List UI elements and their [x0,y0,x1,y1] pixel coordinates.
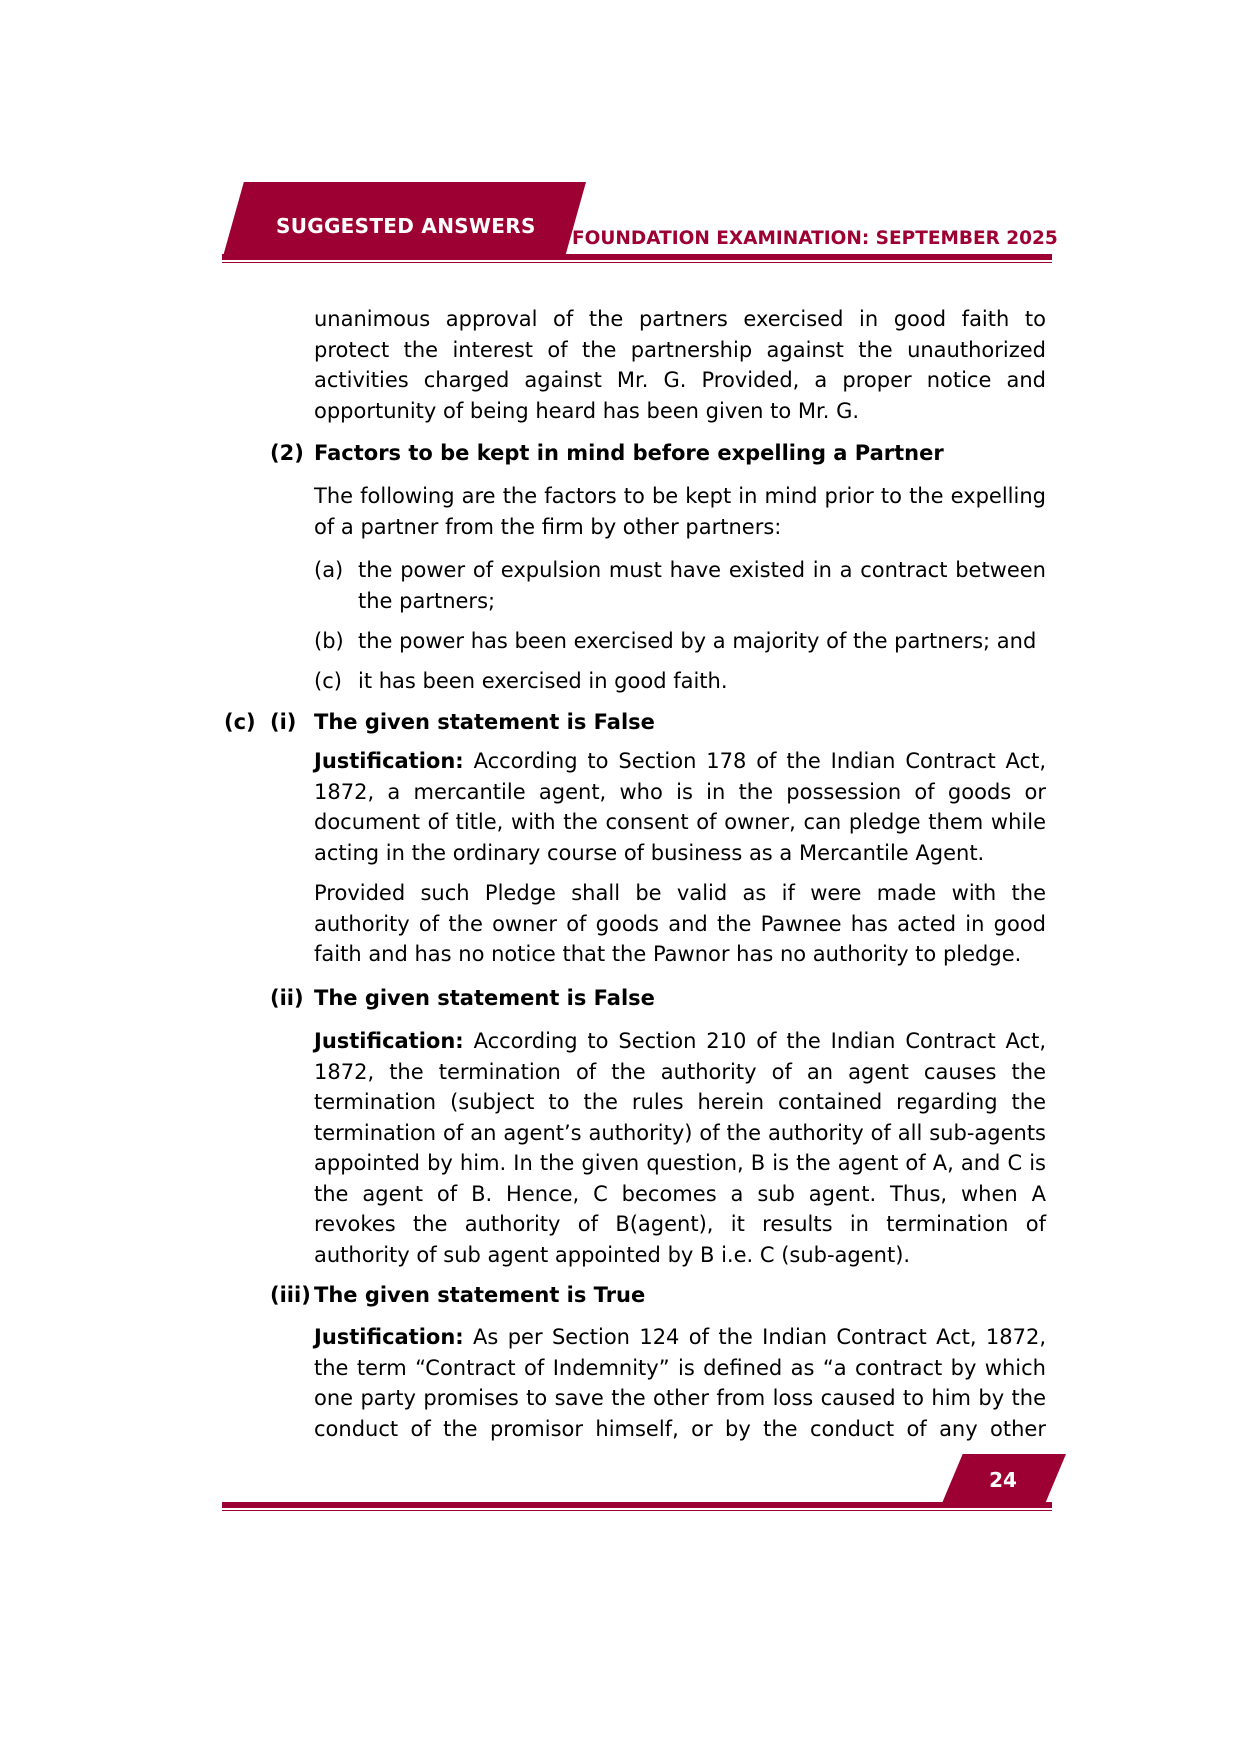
section-2-heading: Factors to be kept in mind before expelling a Partner [314,441,944,465]
section-c-i-label: (i) [270,710,297,734]
section-c-i-justification [314,746,1046,868]
section-c-iii-justification [314,1322,1046,1444]
list-item-a-label: (a) [314,558,344,582]
justification-label: Justification: [314,749,464,773]
justification-text: According to Section 210 of the Indian Contract Act, 1872, the termination of the authority of an agent causes the termination (subject to the rules herein contained regarding the termination of an agent’s authority) of the authority of all sub-agents appointed by him. In the given question, B is the agent of A, and C is the agent of B. Hence, C becomes a sub agent. Thus, when A revokes the authority of B(agent), it results in termination of authority of sub agent appointed by B i.e. C (sub-agent). [314,1029,1046,1267]
section-c-ii-heading: The given statement is False [314,986,655,1010]
list-item-b-label: (b) [314,629,344,653]
list-item-c-label: (c) [314,669,342,693]
exam-title: FOUNDATION EXAMINATION: SEPTEMBER 2025 [572,228,1058,249]
section-c-label: (c) [224,710,256,734]
page-number: 24 [989,1468,1017,1492]
header-rule-thin [222,262,1052,263]
section-c-ii-justification [314,1026,1046,1270]
footer-rule-thin [222,1510,1052,1511]
footer-rule [222,1502,1052,1508]
section-2-intro: The following are the factors to be kept in mind prior to the expelling of a partner from the firm by other partners: [314,484,1046,539]
justification-text: According to Section 178 of the Indian Contract Act, 1872, a mercantile agent, who is in the possession of goods or document of title, with the consent of owner, can pledge them while acting in the ordinary course of business as a Mercantile Agent. [314,749,1046,865]
header-rule [222,254,1052,260]
list-item-a-text: the power of expulsion must have existed in a contract between the partners; [358,558,1046,613]
section-c-i-heading: The given statement is False [314,710,655,734]
section-2-label: (2) [270,441,304,465]
section-c-iii-label: (iii) [270,1283,311,1307]
continuation-paragraph: unanimous approval of the partners exercised in good faith to protect the interest of the partnership against the unauthorized activities charged against Mr. G. Provided, a proper notice and opportunity of being heard has been given to Mr. G. [314,307,1046,423]
header-tab-label: SUGGESTED ANSWERS [276,214,536,238]
list-item-b-text: the power has been exercised by a majority of the partners; and [358,629,1037,653]
section-c-ii-label: (ii) [270,986,304,1010]
section-c-iii-heading: The given statement is True [314,1283,646,1307]
justification-text: As per Section 124 of the Indian Contract Act, 1872, the term “Contract of Indemnity” is defined as “a contract by which one party promises to save the other from loss caused to him by the conduct of the promisor himself, or by the conduct of any other [314,1325,1046,1441]
justification-label: Justification: [314,1029,464,1053]
section-c-i-paragraph-2: Provided such Pledge shall be valid as if were made with the authority of the owner of goods and the Pawnee has acted in good faith and has no notice that the Pawnor has no authority to pledge. [314,881,1046,966]
justification-label: Justification: [314,1325,464,1349]
list-item-c-text: it has been exercised in good faith. [358,669,728,693]
